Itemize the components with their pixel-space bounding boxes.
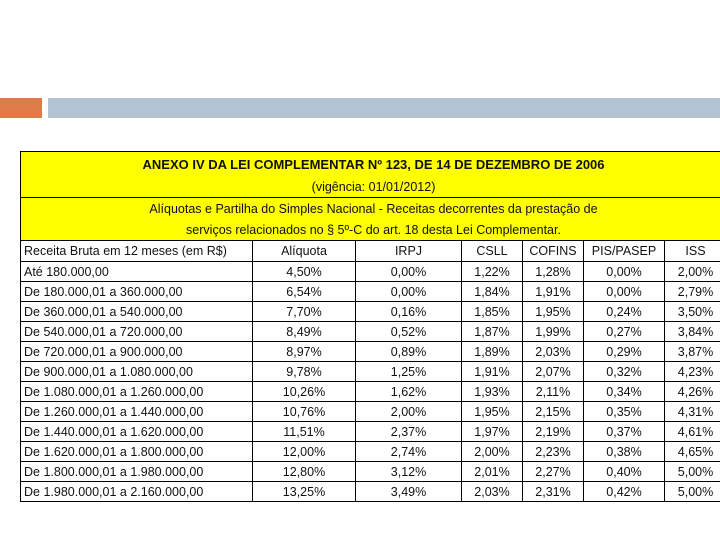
column-header-cofins: COFINS (523, 241, 584, 262)
cell-cofins: 2,07% (523, 362, 584, 382)
cell-irpj: 0,00% (356, 282, 462, 302)
cell-pis-pasep: 0,32% (584, 362, 665, 382)
cell-receita: De 1.260.000,01 a 1.440.000,00 (21, 402, 253, 422)
table-subtitle-line1: Alíquotas e Partilha do Simples Nacional - Receitas decorrentes da prestação de (21, 198, 720, 220)
table-row (21, 302, 720, 322)
table-row (21, 462, 720, 482)
cell-irpj: 2,74% (356, 442, 462, 462)
table-row (21, 402, 720, 422)
cell-cofins: 2,27% (523, 462, 584, 482)
cell-aliquota: 6,54% (253, 282, 356, 302)
table-title: ANEXO IV DA LEI COMPLEMENTAR Nº 123, DE 14 DE DEZEMBRO DE 2006 (21, 152, 720, 177)
cell-csll: 1,22% (462, 262, 523, 282)
column-header-aliquota: Alíquota (253, 241, 356, 262)
cell-receita: De 180.000,01 a 360.000,00 (21, 282, 253, 302)
cell-aliquota: 10,26% (253, 382, 356, 402)
cell-irpj: 2,37% (356, 422, 462, 442)
cell-csll: 2,00% (462, 442, 523, 462)
cell-aliquota: 10,76% (253, 402, 356, 422)
cell-receita: De 1.620.000,01 a 1.800.000,00 (21, 442, 253, 462)
cell-receita: De 1.980.000,01 a 2.160.000,00 (21, 482, 253, 502)
cell-pis-pasep: 0,34% (584, 382, 665, 402)
cell-irpj: 0,16% (356, 302, 462, 322)
cell-irpj: 0,52% (356, 322, 462, 342)
cell-cofins: 2,31% (523, 482, 584, 502)
cell-pis-pasep: 0,24% (584, 302, 665, 322)
table-row (21, 262, 720, 282)
cell-iss: 3,87% (665, 342, 720, 362)
cell-csll: 1,87% (462, 322, 523, 342)
cell-cofins: 2,15% (523, 402, 584, 422)
cell-cofins: 2,23% (523, 442, 584, 462)
cell-irpj: 1,62% (356, 382, 462, 402)
cell-iss: 3,84% (665, 322, 720, 342)
cell-pis-pasep: 0,00% (584, 282, 665, 302)
table-row (21, 382, 720, 402)
cell-csll: 1,91% (462, 362, 523, 382)
cell-receita: De 720.000,01 a 900.000,00 (21, 342, 253, 362)
cell-cofins: 1,99% (523, 322, 584, 342)
cell-receita: De 1.080.000,01 a 1.260.000,00 (21, 382, 253, 402)
cell-aliquota: 12,00% (253, 442, 356, 462)
cell-cofins: 2,03% (523, 342, 584, 362)
cell-pis-pasep: 0,40% (584, 462, 665, 482)
cell-iss: 4,23% (665, 362, 720, 382)
cell-pis-pasep: 0,00% (584, 262, 665, 282)
cell-csll: 1,95% (462, 402, 523, 422)
table-row (21, 422, 720, 442)
table-row (21, 442, 720, 462)
cell-iss: 4,31% (665, 402, 720, 422)
table-row (21, 482, 720, 502)
cell-irpj: 3,49% (356, 482, 462, 502)
cell-csll: 1,84% (462, 282, 523, 302)
cell-csll: 1,85% (462, 302, 523, 322)
cell-iss: 2,79% (665, 282, 720, 302)
cell-pis-pasep: 0,37% (584, 422, 665, 442)
cell-cofins: 2,19% (523, 422, 584, 442)
cell-aliquota: 8,97% (253, 342, 356, 362)
cell-irpj: 2,00% (356, 402, 462, 422)
cell-iss: 4,61% (665, 422, 720, 442)
cell-pis-pasep: 0,27% (584, 322, 665, 342)
cell-aliquota: 4,50% (253, 262, 356, 282)
table-row (21, 282, 720, 302)
cell-iss: 5,00% (665, 482, 720, 502)
cell-aliquota: 7,70% (253, 302, 356, 322)
cell-pis-pasep: 0,38% (584, 442, 665, 462)
cell-cofins: 1,91% (523, 282, 584, 302)
cell-pis-pasep: 0,42% (584, 482, 665, 502)
column-header-csll: CSLL (462, 241, 523, 262)
cell-csll: 1,89% (462, 342, 523, 362)
cell-iss: 2,00% (665, 262, 720, 282)
table-subtitle-line2: serviços relacionados no § 5º-C do art. 18 desta Lei Complementar. (21, 219, 720, 241)
table-row (21, 322, 720, 342)
table-row (21, 362, 720, 382)
column-header-iss: ISS (665, 241, 720, 262)
cell-pis-pasep: 0,35% (584, 402, 665, 422)
cell-receita: De 900.000,01 a 1.080.000,00 (21, 362, 253, 382)
cell-iss: 3,50% (665, 302, 720, 322)
cell-cofins: 1,28% (523, 262, 584, 282)
cell-aliquota: 11,51% (253, 422, 356, 442)
cell-receita: Até 180.000,00 (21, 262, 253, 282)
cell-csll: 1,97% (462, 422, 523, 442)
column-header-receita: Receita Bruta em 12 meses (em R$) (21, 241, 253, 262)
column-header-row (21, 241, 720, 262)
cell-csll: 2,01% (462, 462, 523, 482)
cell-iss: 4,26% (665, 382, 720, 402)
cell-aliquota: 8,49% (253, 322, 356, 342)
cell-irpj: 3,12% (356, 462, 462, 482)
tax-table (20, 151, 720, 502)
accent-bar-orange (0, 98, 42, 118)
cell-receita: De 1.440.000,01 a 1.620.000,00 (21, 422, 253, 442)
cell-pis-pasep: 0,29% (584, 342, 665, 362)
cell-cofins: 2,11% (523, 382, 584, 402)
cell-receita: De 540.000,01 a 720.000,00 (21, 322, 253, 342)
cell-irpj: 1,25% (356, 362, 462, 382)
column-header-irpj: IRPJ (356, 241, 462, 262)
cell-irpj: 0,89% (356, 342, 462, 362)
cell-receita: De 1.800.000,01 a 1.980.000,00 (21, 462, 253, 482)
cell-iss: 4,65% (665, 442, 720, 462)
cell-iss: 5,00% (665, 462, 720, 482)
cell-receita: De 360.000,01 a 540.000,00 (21, 302, 253, 322)
accent-bar-blue (48, 98, 720, 118)
table-vigencia: (vigência: 01/01/2012) (21, 176, 720, 198)
column-header-pis-pasep: PIS/PASEP (584, 241, 665, 262)
cell-cofins: 1,95% (523, 302, 584, 322)
cell-irpj: 0,00% (356, 262, 462, 282)
cell-csll: 2,03% (462, 482, 523, 502)
table-row (21, 342, 720, 362)
cell-aliquota: 12,80% (253, 462, 356, 482)
cell-aliquota: 9,78% (253, 362, 356, 382)
cell-csll: 1,93% (462, 382, 523, 402)
cell-aliquota: 13,25% (253, 482, 356, 502)
